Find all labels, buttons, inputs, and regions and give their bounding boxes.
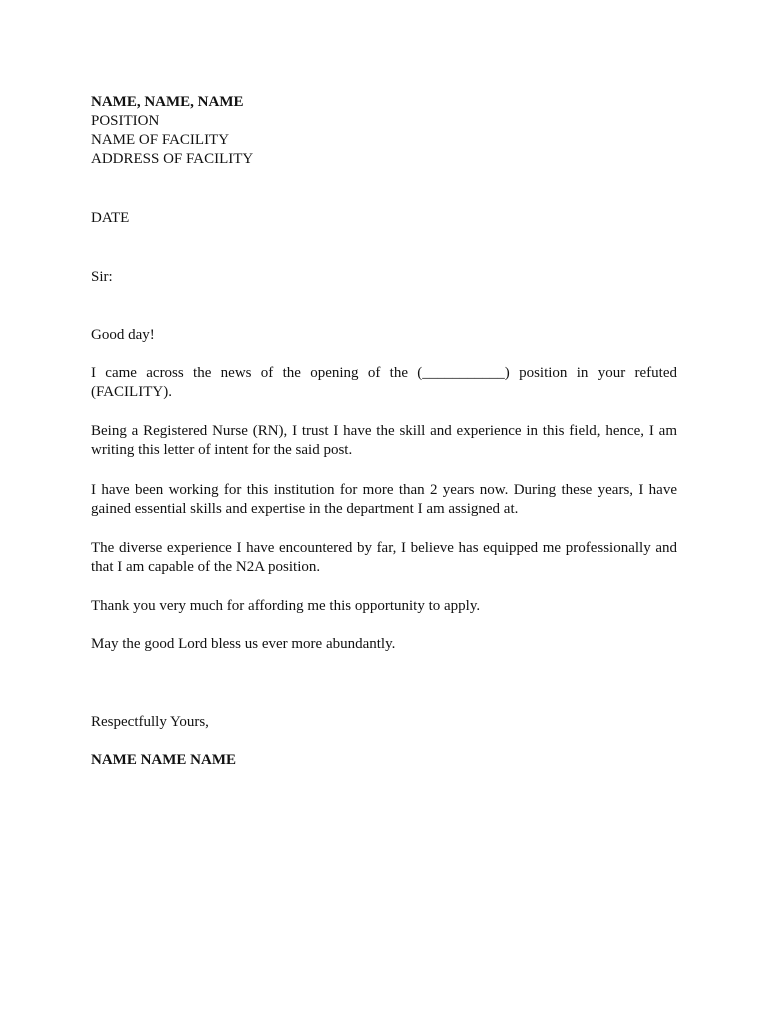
recipient-block <box>91 93 677 169</box>
body-paragraph-1: I came across the news of the opening of the (___________) position in your refuted (FACILITY). <box>91 365 677 400</box>
body-paragraph-5: Thank you very much for affording me this opportunity to apply. <box>91 598 481 614</box>
recipient-position: POSITION <box>91 113 160 129</box>
body-paragraph-2: Being a Registered Nurse (RN), I trust I have the skill and experience in this field, hence, I am writing this letter of intent for the said post. <box>91 423 677 458</box>
body-paragraph-3: I have been working for this institution for more than 2 years now. During these years, I have gained essential skills and expertise in the department I am assigned at. <box>91 482 677 517</box>
body-paragraph-6: May the good Lord bless us ever more abundantly. <box>91 636 396 652</box>
closing: Respectfully Yours, <box>91 714 209 730</box>
letter-date: DATE <box>91 210 130 226</box>
body-paragraph-4: The diverse experience I have encountered by far, I believe has equipped me professionally and that I am capable of the N2A position. <box>91 540 677 575</box>
recipient-name: NAME, NAME, NAME <box>91 94 244 110</box>
signature-name: NAME NAME NAME <box>91 752 236 768</box>
facility-address: ADDRESS OF FACILITY <box>91 151 254 167</box>
greeting: Good day! <box>91 327 155 343</box>
salutation: Sir: <box>91 269 113 285</box>
facility-name: NAME OF FACILITY <box>91 132 230 148</box>
